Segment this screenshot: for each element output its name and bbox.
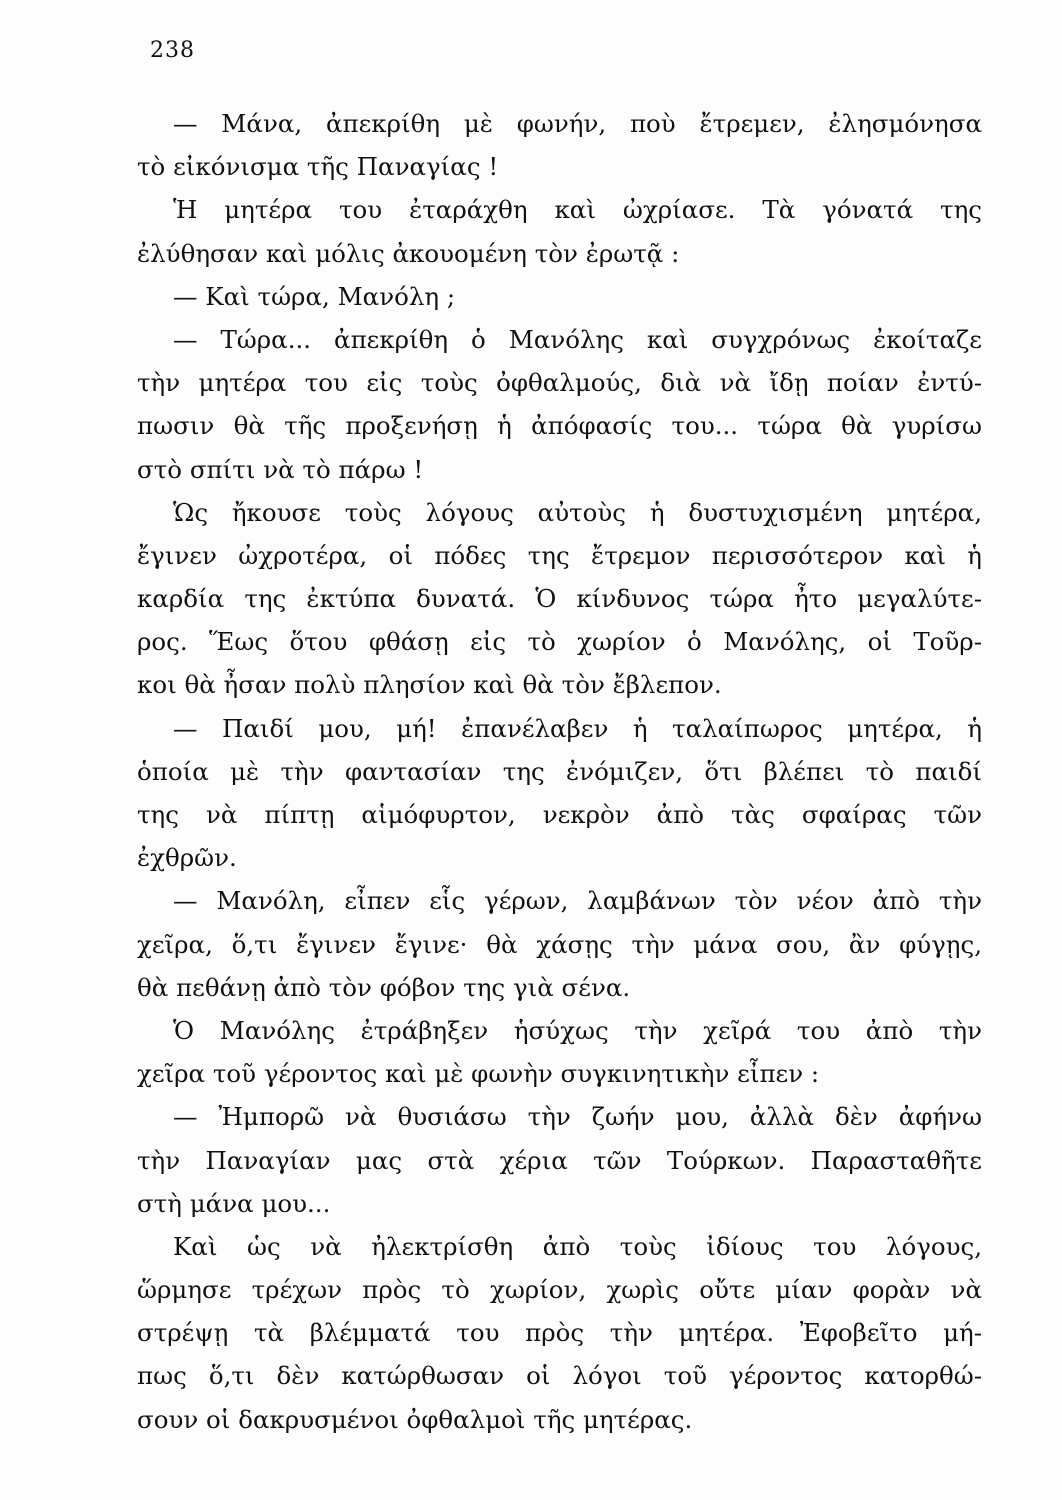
text-line: στρέψῃ τὰ βλέμματά του πρὸς τὴν μητέρα. Ἐφοβεῖτο μή- [137, 1318, 982, 1348]
body-text [137, 102, 982, 1441]
text-line: σουν οἱ δακρυσμένοι ὀφθαλμοὶ τῆς μητέρας. [137, 1404, 693, 1434]
text-line: Καὶ ὡς νὰ ἠλεκτρίσθη ἀπὸ τοὺς ἰδίους του λόγους, [173, 1231, 982, 1261]
text-line: Ὡς ἤκουσε τοὺς λόγους αὐτοὺς ἡ δυστυχισμένη μητέρα, [173, 497, 982, 527]
text-line: ὁποία μὲ τὴν φαντασίαν της ἐνόμιζεν, ὅτι βλέπει τὸ παιδί [137, 756, 982, 786]
text-line: ρος. Ἕως ὅτου φθάσῃ εἰς τὸ χωρίον ὁ Μανόλης, οἱ Τοῦρ- [137, 627, 982, 657]
text-line: χεῖρα τοῦ γέροντος καὶ μὲ φωνὴν συγκινητικὴν εἶπεν : [137, 1059, 820, 1089]
text-line: ἐχθρῶν. [137, 843, 237, 873]
text-line: — Μάνα, ἀπεκρίθη μὲ φωνήν, ποὺ ἔτρεμεν, ἐλησμόνησα [173, 109, 982, 138]
text-line: τὸ εἰκόνισμα τῆς Παναγίας ! [137, 152, 499, 182]
text-line: — Παιδί μου, μή! ἐπανέλαβεν ἡ ταλαίπωρος μητέρα, ἡ [173, 713, 982, 743]
page-number: 238 [150, 38, 195, 63]
text-line: της νὰ πίπτῃ αἱμόφυρτον, νεκρὸν ἀπὸ τὰς σφαίρας τῶν [137, 800, 982, 829]
text-line: — Καὶ τώρα, Μανόλη ; [173, 281, 456, 311]
text-line: πως ὅ,τι δὲν κατώρθωσαν οἱ λόγοι τοῦ γέροντος κατορθώ- [137, 1361, 982, 1391]
text-line: Ὁ Μανόλης ἐτράβηξεν ἡσύχως τὴν χεῖρά του ἀπὸ τὴν [173, 1015, 982, 1045]
text-line: ὥρμησε τρέχων πρὸς τὸ χωρίον, χωρὶς οὔτε μίαν φορὰν νὰ [137, 1275, 982, 1305]
text-line: καρδία της ἐκτύπα δυνατά. Ὁ κίνδυνος τώρα ἦτο μεγαλύτε- [137, 584, 982, 614]
text-line: Ἡ μητέρα του ἐταράχθη καὶ ὠχρίασε. Τὰ γόνατά της [173, 195, 982, 225]
text-line: στὸ σπίτι νὰ τὸ πάρω ! [137, 454, 424, 484]
text-line: θὰ πεθάνῃ ἀπὸ τὸν φόβον της γιὰ σένα. [137, 972, 631, 1002]
text-line: τὴν μητέρα του εἰς τοὺς ὀφθαλμούς, διὰ νὰ ἴδῃ ποίαν ἐντύ- [137, 368, 982, 398]
text-line: στὴ μάνα μου... [137, 1188, 331, 1218]
text-line: κοι θὰ ἦσαν πολὺ πλησίον καὶ θὰ τὸν ἔβλεπον. [137, 670, 722, 700]
text-line: πωσιν θὰ τῆς προξενήσῃ ἡ ἀπόφασίς του... τώρα θὰ γυρίσω [137, 411, 982, 441]
text-line: — Τώρα... ἀπεκρίθη ὁ Μανόλης καὶ συγχρόνως ἐκοίταζε [173, 324, 982, 354]
text-line: ἐλύθησαν καὶ μόλις ἀκουομένη τὸν ἐρωτᾷ : [137, 238, 680, 268]
text-line: ἔγινεν ὠχροτέρα, οἱ πόδες της ἔτρεμον περισσότερον καὶ ἡ [137, 540, 982, 570]
text-line: — Μανόλη, εἶπεν εἷς γέρων, λαμβάνων τὸν νέον ἀπὸ τὴν [173, 886, 982, 916]
text-line: τὴν Παναγίαν μας στὰ χέρια τῶν Τούρκων. Παρασταθῆτε [137, 1145, 982, 1175]
text-line: χεῖρα, ὅ,τι ἔγινεν ἔγινε· θὰ χάσῃς τὴν μάνα σου, ἂν φύγῃς, [137, 929, 982, 959]
text-line: — Ἠμπορῶ νὰ θυσιάσω τὴν ζωήν μου, ἀλλὰ δὲν ἀφήνω [173, 1102, 982, 1132]
